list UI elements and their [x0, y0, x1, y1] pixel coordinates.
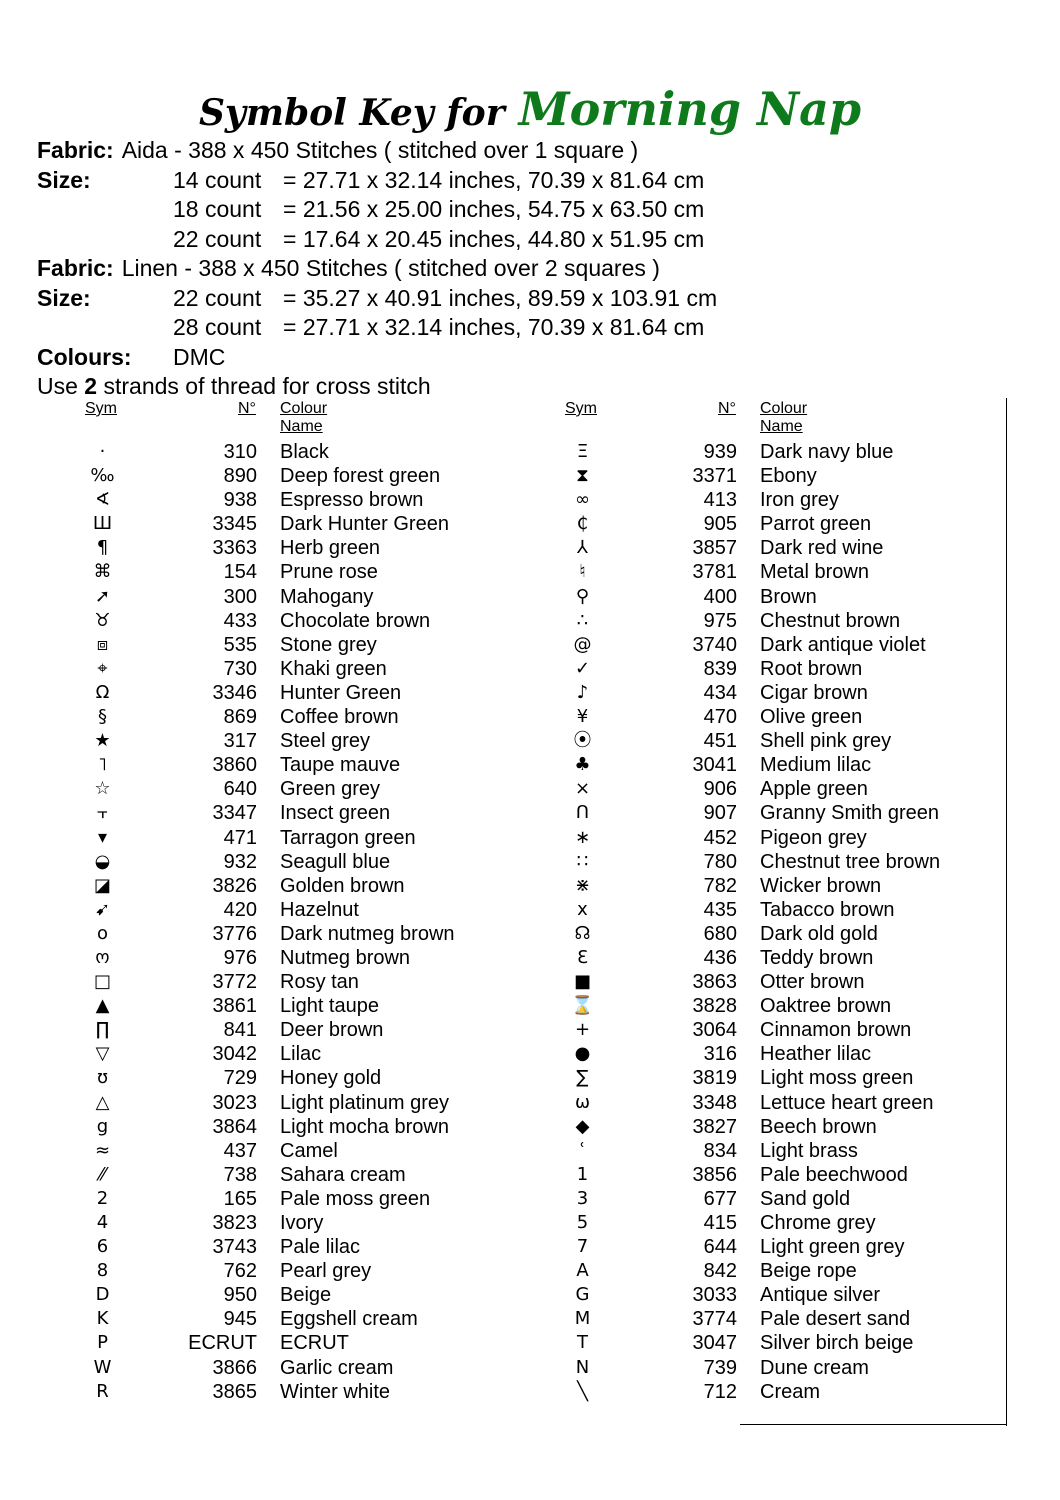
dmc-number: 3743 [212, 1236, 257, 1259]
count-value: 22 count [173, 225, 262, 252]
dmc-number: ECRUT [188, 1332, 257, 1355]
size-label: Size: [37, 284, 91, 311]
colour-name: Oaktree brown [760, 995, 892, 1018]
dmc-number: 3740 [692, 633, 737, 656]
symbol: § [98, 706, 107, 728]
sym-header: Sym [85, 400, 117, 417]
dmc-number: 3861 [212, 995, 257, 1018]
colour-name: Dune cream [760, 1356, 869, 1379]
colour-name: Pigeon grey [760, 826, 867, 849]
symbol: ▲ [95, 995, 110, 1017]
symbol: ⋇ [574, 874, 591, 896]
colour-name: Root brown [760, 657, 863, 680]
dmc-number: 413 [703, 489, 737, 512]
dmc-number: 3042 [212, 1043, 257, 1066]
page-title [0, 82, 1060, 136]
title-prefix: Symbol Key for [198, 92, 505, 134]
dmc-number: 945 [223, 1308, 257, 1331]
dmc-number: 3823 [212, 1212, 257, 1234]
border-horizontal [740, 1424, 1007, 1425]
symbol: ♮ [579, 561, 586, 583]
symbol: x [577, 898, 588, 920]
colour-name: Chestnut brown [760, 609, 901, 632]
colour-name: Iron grey [760, 489, 839, 512]
symbol: 6 [96, 1236, 109, 1258]
dmc-number: 950 [223, 1284, 257, 1307]
dmc-number: 535 [223, 633, 257, 656]
dmc-number: 471 [223, 826, 257, 849]
symbol: ∞ [575, 489, 590, 511]
fabric-desc: Linen - 388 x 450 Stitches ( stitched over 2 squares ) [121, 255, 660, 281]
symbol: ■ [573, 971, 591, 993]
symbol: Ξ [576, 441, 589, 462]
dmc-number: 3348 [692, 1091, 737, 1114]
fabric-desc: Aida - 388 x 450 Stitches ( stitched over 1 square ) [121, 137, 639, 163]
symbol: + [574, 1019, 591, 1041]
dmc-number: 3363 [212, 537, 257, 560]
colour-name: Beech brown [760, 1115, 877, 1138]
size-label: Size: [37, 166, 91, 193]
symbol: ⫟ [97, 802, 108, 824]
colour-name: Espresso brown [280, 489, 424, 512]
colour-name: Dark antique violet [760, 633, 926, 656]
symbol: ∴ [576, 609, 589, 631]
dmc-number: 3827 [692, 1115, 737, 1138]
colour-name: Light mocha brown [280, 1115, 449, 1138]
colour-name: Cigar brown [760, 681, 868, 704]
symbol: M [574, 1308, 591, 1330]
symbol: Ω [95, 681, 110, 703]
dmc-number: 869 [223, 706, 257, 729]
size-line [37, 195, 705, 225]
dmc-number: 932 [223, 850, 257, 873]
colour-name: Light moss green [760, 1067, 914, 1090]
symbol: 2 [96, 1187, 109, 1209]
colour-name: Rosy tan [280, 971, 359, 994]
colour-name: Light brass [760, 1139, 858, 1162]
colour-name: Light taupe [280, 995, 379, 1018]
dmc-number: 905 [703, 513, 737, 536]
colour-name: Lettuce heart green [760, 1091, 934, 1114]
count-value: 14 count [173, 166, 262, 193]
symbol: o [96, 922, 108, 944]
dmc-number: 975 [703, 609, 737, 632]
symbol: ♣ [574, 754, 591, 776]
dmc-number: 730 [223, 657, 257, 680]
colour-name: Camel [280, 1139, 338, 1162]
symbol: ☆ [94, 778, 111, 800]
colour-name: Tarragon green [280, 826, 416, 849]
colour-name: Green grey [280, 778, 381, 801]
symbol: ¥ [576, 706, 589, 728]
fabric-linen-line [37, 254, 660, 284]
dmc-number: 890 [223, 465, 257, 488]
colour-name: Chestnut tree brown [760, 850, 941, 873]
fabric-label: Fabric: [37, 137, 114, 163]
symbol: ≈ [94, 1139, 111, 1161]
dmc-number: 3033 [692, 1284, 737, 1307]
strands-line [37, 372, 660, 402]
dmc-number: 739 [703, 1356, 737, 1379]
colour-name: Dark nutmeg brown [280, 922, 455, 945]
dmc-number: 3864 [212, 1115, 257, 1138]
colours-value: DMC [173, 343, 226, 370]
symbol: ∢ [94, 489, 111, 511]
dmc-number: 415 [703, 1212, 737, 1234]
symbol: ▾ [97, 826, 108, 848]
symbol: ʊ [96, 1067, 109, 1089]
dmc-number: 780 [703, 850, 737, 873]
dmc-number: 451 [703, 730, 737, 753]
colour-name: Pale lilac [280, 1236, 361, 1259]
colour-name: Khaki green [280, 657, 387, 680]
dmc-number: 420 [223, 898, 257, 921]
border-vertical [1006, 398, 1007, 1426]
symbol: ⌖ [97, 657, 108, 679]
symbol: ● [574, 1043, 591, 1065]
symbol: × [574, 778, 591, 800]
dmc-number: 712 [703, 1380, 737, 1403]
dmc-number: 729 [223, 1067, 257, 1090]
colour-name: Cinnamon brown [760, 1019, 912, 1042]
dmc-number: 976 [223, 946, 257, 969]
dmc-number: 640 [223, 778, 257, 801]
dmc-number: 3023 [212, 1091, 257, 1114]
colours-label: Colours: [37, 343, 132, 370]
symbol: ◒ [94, 850, 111, 872]
symbol: ⌘ [93, 561, 112, 583]
dmc-number: 3776 [212, 922, 257, 945]
colour-name: Cream [760, 1380, 821, 1403]
size-line [37, 225, 705, 255]
colour-name: Pale beechwood [760, 1163, 908, 1186]
size-line [37, 284, 718, 314]
dmc-number: 437 [223, 1139, 257, 1162]
symbol: ╲ [577, 1380, 588, 1402]
colour-name: Tabacco brown [760, 898, 895, 921]
dimension-value: = 27.71 x 32.14 inches, 70.39 x 81.64 cm [283, 166, 705, 193]
dmc-number: 3774 [692, 1308, 737, 1331]
number-header: N° [238, 400, 256, 417]
dmc-number: 841 [223, 1019, 257, 1042]
symbol: D [95, 1284, 110, 1306]
fabric-label: Fabric: [37, 255, 114, 281]
dmc-number: 3860 [212, 754, 257, 777]
symbol: g [96, 1115, 109, 1137]
symbol: ◪ [93, 874, 111, 896]
colour-name: Beige rope [760, 1260, 857, 1283]
colour-name: Steel grey [280, 730, 371, 753]
colour-name: Hunter Green [280, 681, 402, 704]
symbol: ▽ [95, 1043, 110, 1065]
colour-name: Parrot green [760, 513, 872, 536]
dmc-number: 3819 [692, 1067, 737, 1090]
colour-name: Dark red wine [760, 537, 884, 560]
symbol: 5 [576, 1212, 589, 1233]
colour-name: Winter white [280, 1380, 391, 1403]
dmc-number: 3863 [692, 971, 737, 994]
symbol: ω [574, 1091, 591, 1113]
dmc-number: 906 [703, 778, 737, 801]
dimension-value: = 27.71 x 32.14 inches, 70.39 x 81.64 cm [283, 314, 705, 340]
sym-header: Sym [565, 400, 597, 417]
dmc-number: 434 [703, 681, 737, 704]
dmc-number: 436 [703, 946, 737, 969]
symbol: ¶ [96, 537, 109, 559]
colour-name-header: Colour Name [280, 400, 328, 435]
dimension-value: = 17.64 x 20.45 inches, 44.80 x 51.95 cm [283, 225, 705, 252]
dmc-number: 3041 [692, 754, 737, 777]
dimension-value: = 21.56 x 25.00 inches, 54.75 x 63.50 cm [283, 196, 705, 222]
colour-name: Deer brown [280, 1019, 384, 1042]
colour-name: Deep forest green [280, 465, 441, 488]
colour-name: Apple green [760, 778, 868, 801]
symbol: A [576, 1260, 589, 1282]
colour-name: ECRUT [280, 1332, 349, 1355]
size-line [37, 313, 705, 343]
dmc-number: 470 [703, 706, 737, 729]
colour-name: Pale moss green [280, 1187, 431, 1210]
count-value: 28 count [173, 314, 262, 340]
dmc-number: 316 [703, 1043, 737, 1066]
symbol: ☊ [574, 922, 591, 944]
colour-name: Golden brown [280, 874, 405, 897]
symbol: ✓ [574, 657, 591, 679]
symbol: 8 [96, 1260, 109, 1282]
colour-name: Nutmeg brown [280, 946, 411, 969]
symbol: G [575, 1284, 590, 1306]
colour-name: Insect green [280, 802, 391, 825]
colour-name: Light green grey [760, 1236, 905, 1259]
dmc-number: 3347 [212, 802, 257, 825]
colour-name: Pale desert sand [760, 1308, 911, 1331]
symbol: ⚲ [575, 585, 590, 607]
dmc-number: 317 [223, 730, 257, 753]
colour-name: Sahara cream [280, 1163, 406, 1186]
colour-name: Olive green [760, 706, 863, 729]
dmc-number: 3828 [692, 995, 737, 1018]
symbol: ⌛ [571, 995, 594, 1017]
colour-name: Dark old gold [760, 922, 878, 945]
symbol: ᑎ [575, 802, 590, 824]
dmc-number: 3064 [692, 1019, 737, 1042]
fabric-info [37, 136, 718, 402]
dmc-number: 3781 [692, 561, 737, 584]
colour-name: Light platinum grey [280, 1091, 449, 1114]
colour-name: Taupe mauve [280, 754, 401, 777]
colour-name: Silver birch beige [760, 1332, 914, 1355]
symbol: ʿ [579, 1139, 586, 1161]
symbol: 1 [576, 1163, 589, 1185]
number-header: N° [718, 400, 736, 417]
symbol: ♉ [94, 609, 111, 631]
count-value: 18 count [173, 196, 262, 222]
colour-name: Lilac [280, 1043, 322, 1066]
symbol: ⧗ [576, 465, 589, 487]
colour-name: Granny Smith green [760, 802, 939, 825]
dmc-number: 154 [223, 561, 257, 584]
symbol: Ш [92, 513, 113, 535]
colour-name: Dark Hunter Green [280, 513, 449, 536]
symbol: T [577, 1332, 588, 1354]
symbol: 4 [96, 1212, 109, 1233]
symbol: 7 [576, 1236, 589, 1258]
symbol: ˥ [98, 754, 107, 776]
dmc-number: 3866 [212, 1356, 257, 1379]
dmc-number: 400 [703, 585, 737, 608]
symbol: ◆ [575, 1115, 590, 1137]
strands-count: 2 [84, 373, 98, 399]
symbol: □ [93, 971, 111, 993]
symbol: K [96, 1308, 109, 1330]
colour-name: Coffee brown [280, 706, 399, 729]
dmc-number: 842 [703, 1260, 737, 1283]
dmc-number: 300 [223, 585, 257, 608]
colours-line [37, 343, 660, 373]
fabric-aida-line [37, 136, 660, 166]
colour-name: Brown [760, 585, 817, 608]
colour-name: Medium lilac [760, 754, 872, 777]
strands-post: strands of thread for cross stitch [97, 373, 431, 399]
dmc-number: 938 [223, 489, 257, 512]
symbol: ‰ [90, 465, 115, 487]
dmc-number: 3346 [212, 681, 257, 704]
symbol: ო [95, 946, 110, 968]
colour-name: Chrome grey [760, 1212, 876, 1234]
colour-name: Garlic cream [280, 1356, 394, 1379]
colour-name: Eggshell cream [280, 1308, 418, 1331]
dmc-number: 3865 [212, 1380, 257, 1403]
dmc-number: 738 [223, 1163, 257, 1186]
dmc-number: 435 [703, 898, 737, 921]
symbol: ♪ [576, 681, 589, 703]
symbol: P [97, 1332, 108, 1354]
dmc-number: 907 [703, 802, 737, 825]
dmc-number: 680 [703, 922, 737, 945]
colour-name: Pearl grey [280, 1260, 372, 1283]
colour-name: Heather lilac [760, 1043, 872, 1066]
dmc-number: 3857 [692, 537, 737, 560]
dmc-number: 3772 [212, 971, 257, 994]
colour-name: Ebony [760, 465, 817, 488]
dmc-number: 3856 [692, 1163, 737, 1186]
colour-name: Sand gold [760, 1187, 851, 1210]
symbol: ₵ [576, 513, 589, 535]
dmc-number: 839 [703, 657, 737, 680]
colour-name: Chocolate brown [280, 609, 431, 632]
symbol: ⅄ [577, 537, 588, 559]
colour-name: Mahogany [280, 585, 374, 608]
dmc-number: 452 [703, 826, 737, 849]
colour-name: Dark navy blue [760, 441, 894, 463]
colour-name: Beige [280, 1284, 332, 1307]
symbol: ➚ [94, 585, 111, 607]
symbol: R [96, 1380, 109, 1402]
colour-name: Wicker brown [760, 874, 882, 897]
colour-name: Hazelnut [280, 898, 359, 921]
dmc-number: 834 [703, 1139, 737, 1162]
dmc-number: 3826 [212, 874, 257, 897]
colour-name: Teddy brown [760, 946, 874, 969]
dmc-number: 3345 [212, 513, 257, 536]
symbol: ∷ [576, 850, 589, 872]
dmc-number: 3371 [692, 465, 737, 488]
symbol: 3 [576, 1187, 589, 1209]
dmc-number: 310 [223, 441, 257, 463]
count-value: 22 count [173, 284, 262, 311]
colour-name: Honey gold [280, 1067, 382, 1090]
dmc-number: 433 [223, 609, 257, 632]
colour-name: Herb green [280, 537, 381, 560]
symbol: N [575, 1356, 590, 1378]
dmc-number: 677 [703, 1187, 737, 1210]
dmc-number: 782 [703, 874, 737, 897]
symbol: △ [95, 1091, 110, 1113]
dmc-number: 939 [703, 441, 737, 463]
colour-name: Otter brown [760, 971, 865, 994]
dmc-number: 3047 [692, 1332, 737, 1355]
symbol: ➹ [94, 898, 111, 920]
colour-name: Seagull blue [280, 850, 391, 873]
colour-name: Antique silver [760, 1284, 881, 1307]
symbol: · [99, 441, 106, 462]
colour-name: Stone grey [280, 633, 377, 656]
dmc-number: 165 [223, 1187, 257, 1210]
symbol: Ɛ [576, 946, 589, 968]
size-line [37, 166, 705, 196]
symbol: ∏ [95, 1019, 110, 1041]
symbol: W [93, 1356, 112, 1378]
symbol: ⧈ [96, 633, 109, 655]
strands-pre: Use [37, 373, 85, 399]
pattern-name: Morning Nap [518, 82, 862, 136]
symbol: ∗ [574, 826, 591, 848]
symbol: ∑ [576, 1067, 589, 1089]
symbol: ⁄⁄ [99, 1163, 106, 1185]
symbol: ★ [94, 730, 111, 752]
colour-name: Ivory [280, 1212, 324, 1234]
colour-name-header: Colour Name [760, 400, 808, 435]
colour-name: Shell pink grey [760, 730, 892, 753]
colour-name: Black [280, 441, 329, 463]
dmc-number: 762 [223, 1260, 257, 1283]
colour-name: Metal brown [760, 561, 869, 584]
dimension-value: = 35.27 x 40.91 inches, 89.59 x 103.91 cm [283, 284, 718, 311]
colour-name: Prune rose [280, 561, 378, 584]
dmc-number: 644 [703, 1236, 737, 1259]
symbol: @ [573, 633, 592, 655]
symbol: ⦿ [573, 730, 592, 752]
